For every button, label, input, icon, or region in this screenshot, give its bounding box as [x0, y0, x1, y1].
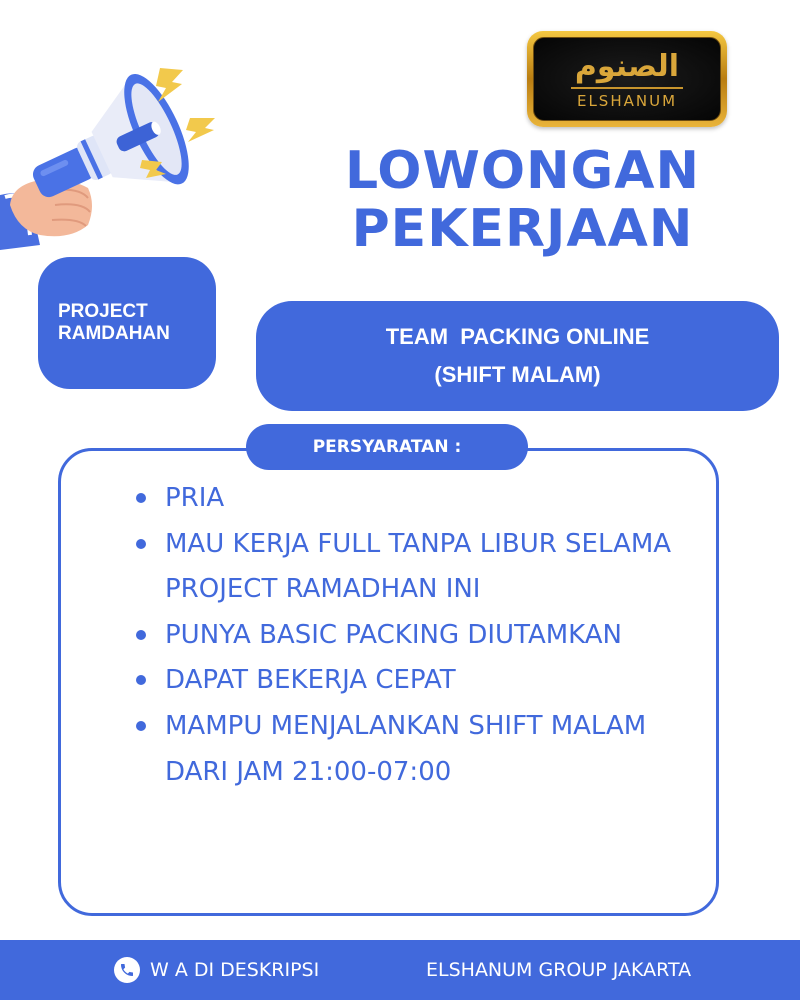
title-line-2: PEKERJAAN: [351, 199, 694, 259]
requirement-text: DAPAT BEKERJA CEPAT: [165, 665, 456, 696]
footer-company: [426, 940, 691, 1000]
job-position-title: TEAM PACKING ONLINE: [385, 324, 650, 349]
requirements-header: [246, 424, 528, 470]
requirement-text: PUNYA BASIC PACKING DIUTAMKAN: [165, 619, 622, 650]
logo-latin-text: ELSHANUM: [576, 91, 678, 110]
megaphone-icon: [0, 30, 230, 250]
logo-plate: [533, 37, 721, 121]
requirement-text: MAMPU MENJALANKAN SHIFT MALAM DARI JAM 21:00-07:00: [165, 710, 647, 787]
bullet-icon: [136, 630, 146, 640]
phone-icon: [114, 957, 140, 983]
megaphone-illustration: [0, 30, 230, 250]
job-position-box: [256, 301, 779, 411]
elshanum-logo: [527, 31, 727, 127]
footer-bar: [0, 940, 800, 1000]
requirement-item: [132, 704, 692, 795]
bullet-icon: [136, 675, 146, 685]
company-name: ELSHANUM GROUP JAKARTA: [426, 959, 692, 981]
page-title: [330, 142, 715, 258]
bullet-icon: [136, 721, 146, 731]
bullet-icon: [136, 493, 146, 503]
requirement-item: [132, 522, 692, 613]
requirement-text: MAU KERJA FULL TANPA LIBUR SELAMA PROJECT RAMADHAN INI: [165, 528, 672, 605]
requirement-item: [132, 658, 692, 704]
contact-text: W A DI DESKRIPSI: [150, 959, 320, 981]
requirement-text: PRIA: [165, 483, 225, 513]
title-line-1: LOWONGAN: [344, 141, 700, 201]
project-badge-line-2: RAMDAHAN: [58, 323, 170, 344]
requirement-item: [132, 613, 692, 659]
requirements-list: [132, 476, 692, 795]
project-badge-line-1: PROJECT: [58, 301, 148, 322]
footer-contact[interactable]: [114, 940, 319, 1000]
logo-divider: [571, 87, 683, 89]
logo-arabic-text: الصنوم: [574, 48, 680, 84]
project-badge: [38, 257, 216, 389]
requirement-item: [132, 476, 692, 522]
job-position-shift: (SHIFT MALAM): [434, 362, 601, 387]
bullet-icon: [136, 539, 146, 549]
requirements-header-label: PERSYARATAN :: [312, 437, 462, 457]
